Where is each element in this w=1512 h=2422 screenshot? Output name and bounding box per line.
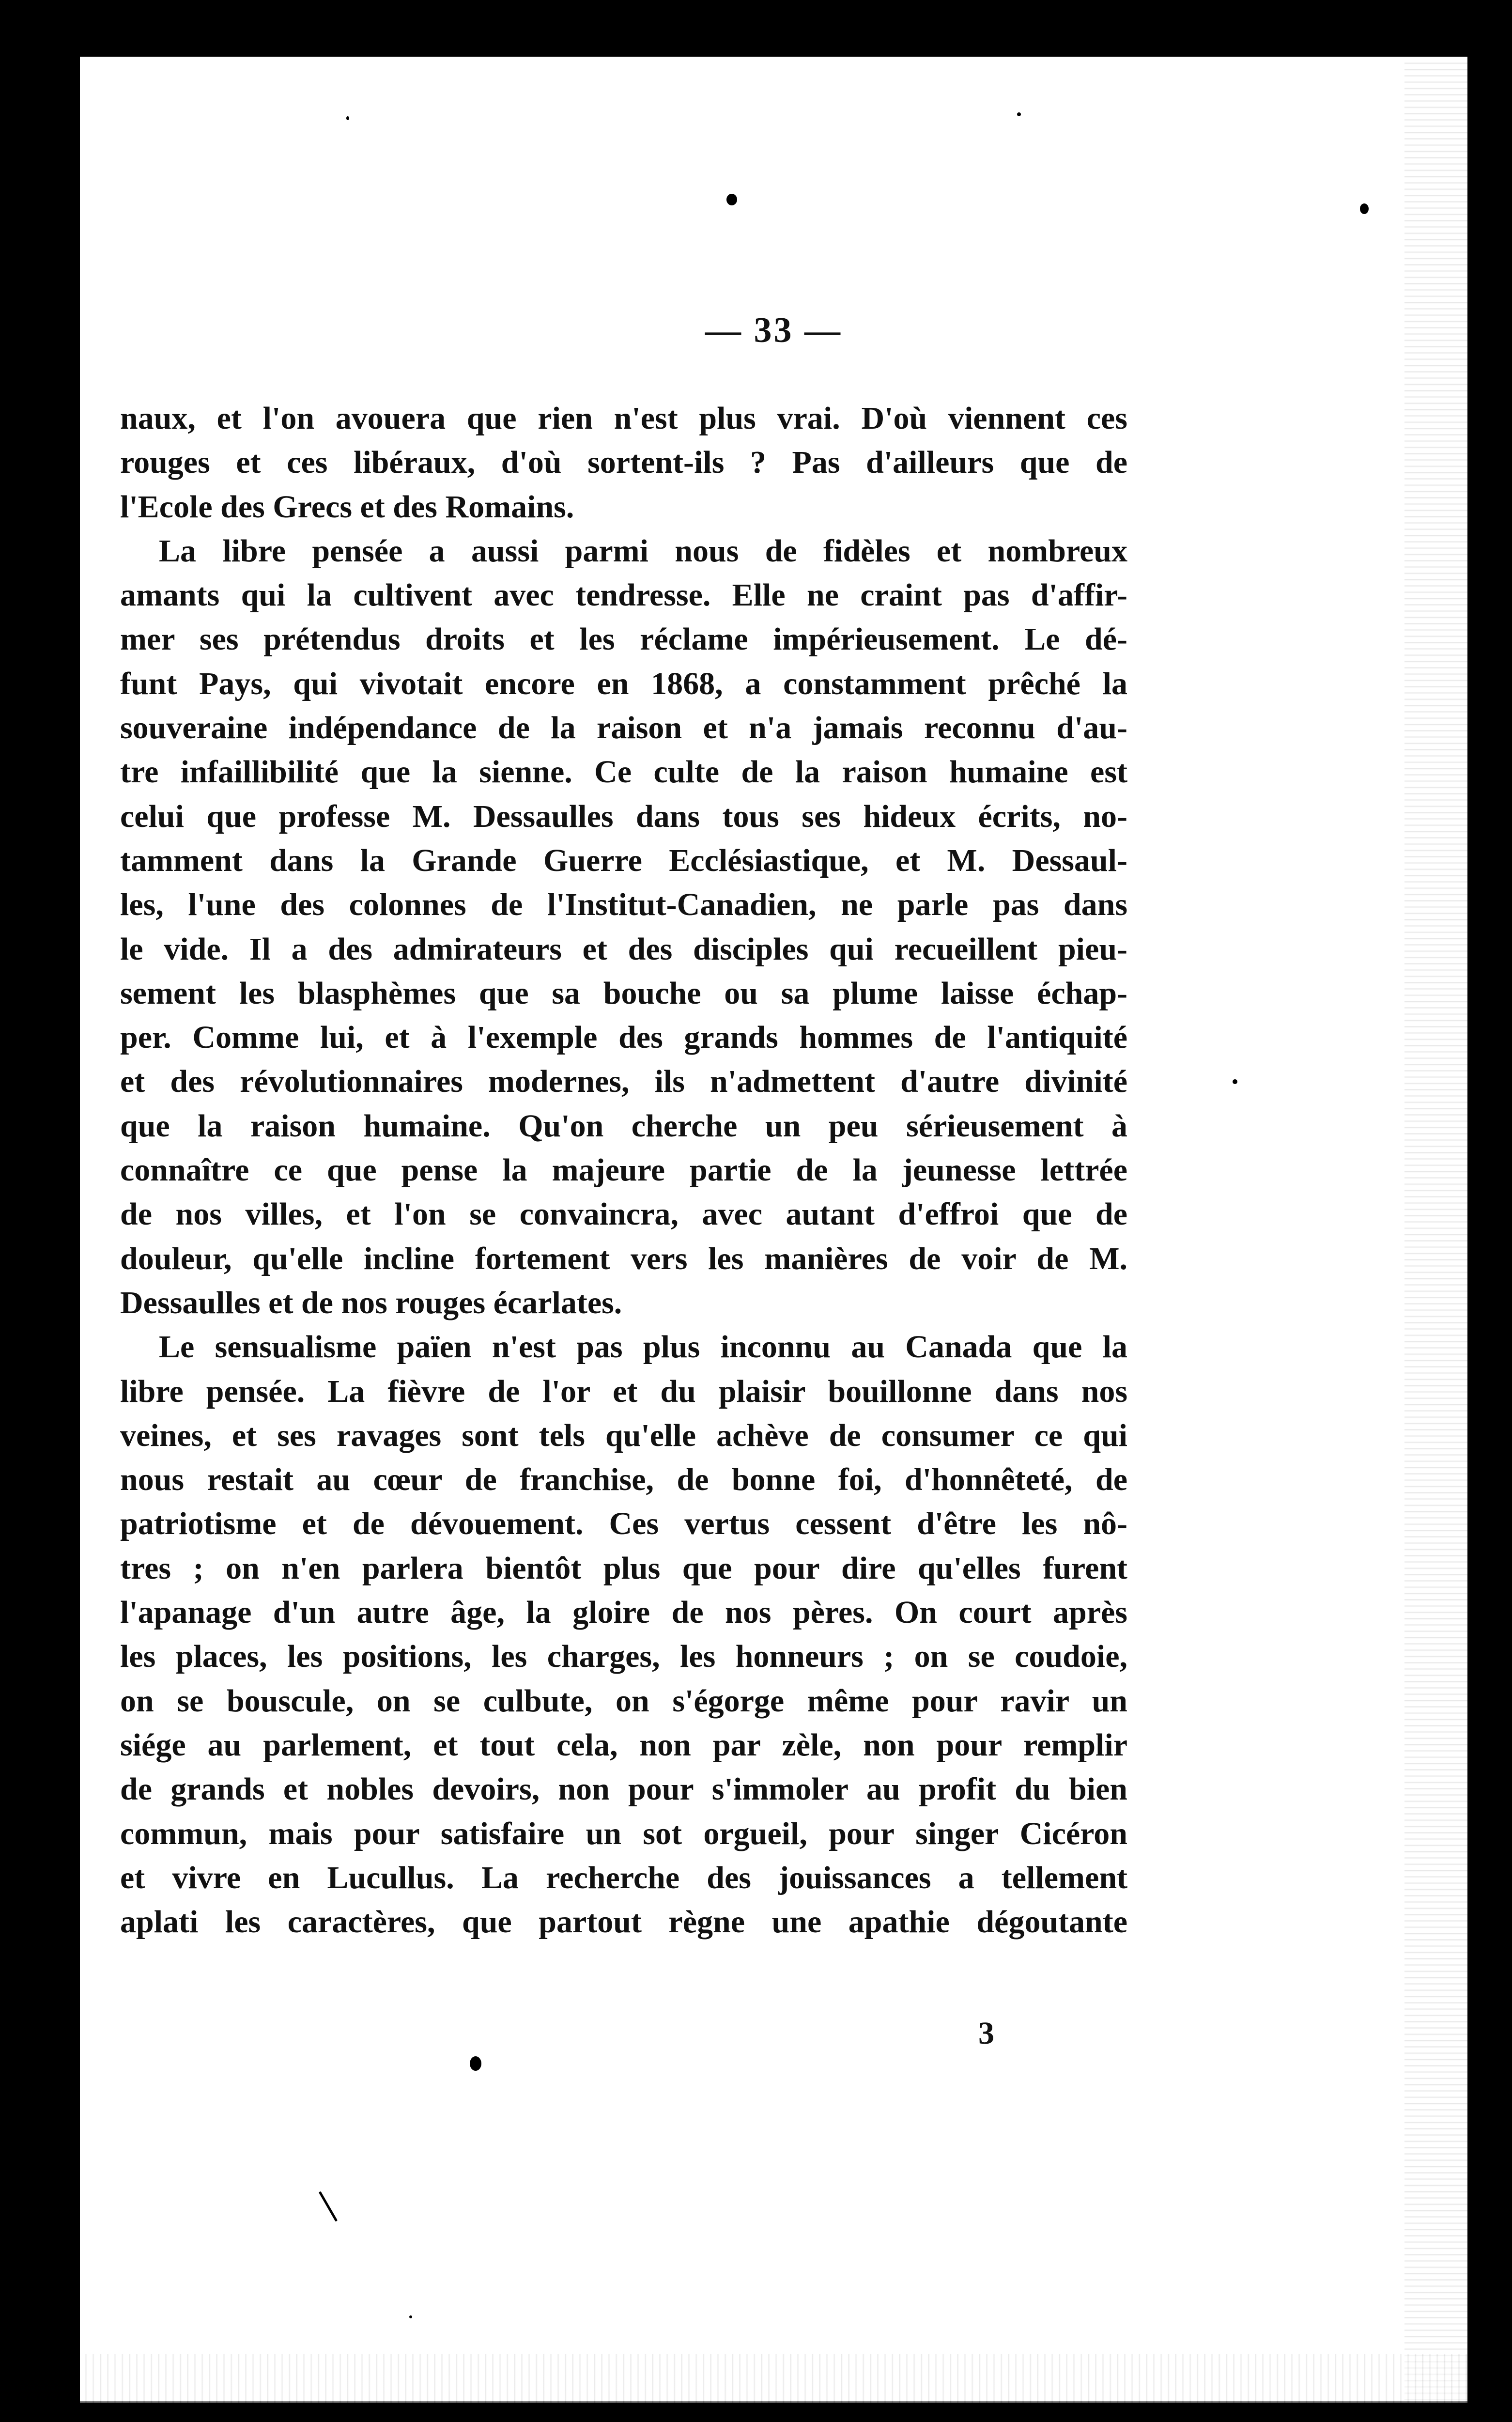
text-line: patriotisme et de dévouement. Ces vertus cessent d'être les nô- xyxy=(120,1506,1127,1542)
text-line: les places, les positions, les charges, les honneurs ; on se coudoie, xyxy=(120,1639,1127,1675)
text-line: La libre pensée a aussi parmi nous de fidèles et nombreux xyxy=(159,533,1127,569)
ink-speck xyxy=(726,194,737,205)
text-line: nous restait au cœur de franchise, de bonne foi, d'honnêteté, de xyxy=(120,1462,1127,1498)
text-line: les, l'une des colonnes de l'Institut-Canadien, ne parle pas dans xyxy=(120,887,1127,923)
body-text xyxy=(120,396,1127,1944)
text-line: sement les blasphèmes que sa bouche ou sa plume laisse échap- xyxy=(120,975,1127,1011)
text-line: per. Comme lui, et à l'exemple des grands hommes de l'antiquité xyxy=(120,1020,1127,1056)
text-line: l'Ecole des Grecs et des Romains. xyxy=(120,489,574,525)
text-line: l'apanage d'un autre âge, la gloire de nos pères. On court après xyxy=(120,1595,1127,1630)
text-line: funt Pays, qui vivotait encore en 1868, a constamment prêché la xyxy=(120,666,1127,701)
ink-speck xyxy=(470,2056,481,2071)
page-number-header: — 33 — xyxy=(705,311,842,350)
text-line: aplati les caractères, que partout règne une apathie dégoutante xyxy=(120,1904,1127,1940)
text-line: veines, et ses ravages sont tels qu'elle achève de consumer ce qui xyxy=(120,1417,1127,1453)
text-line: tre infaillibilité que la sienne. Ce culte de la raison humaine est xyxy=(120,754,1127,790)
text-line: Le sensualisme païen n'est pas plus inconnu au Canada que la xyxy=(159,1329,1127,1365)
text-line: le vide. Il a des admirateurs et des disciples qui recueillent pieu- xyxy=(120,931,1127,967)
ink-speck xyxy=(678,2417,697,2420)
ink-speck xyxy=(346,116,349,120)
text-line: connaître ce que pense la majeure partie de la jeunesse lettrée xyxy=(120,1152,1127,1188)
text-line: naux, et l'on avouera que rien n'est plus vrai. D'où viennent ces xyxy=(120,401,1127,436)
paper-edge-bottom xyxy=(80,2354,1467,2403)
text-line: et des révolutionnaires modernes, ils n'admettent d'autre divinité xyxy=(120,1064,1127,1100)
paper-edge-right xyxy=(1404,58,1467,2400)
ink-speck xyxy=(1233,1079,1237,1084)
text-line: on se bouscule, on se culbute, on s'égorge même pour ravir un xyxy=(120,1683,1127,1719)
text-line: tamment dans la Grande Guerre Ecclésiastique, et M. Dessaul- xyxy=(120,842,1127,878)
signature-mark: 3 xyxy=(978,2016,994,2051)
text-line: que la raison humaine. Qu'on cherche un peu sérieusement à xyxy=(120,1108,1127,1144)
ink-speck xyxy=(1360,203,1369,214)
ink-speck xyxy=(409,2315,412,2318)
text-line: siége au parlement, et tout cela, non par zèle, non pour remplir xyxy=(120,1727,1127,1763)
text-line: de grands et nobles devoirs, non pour s'immoler au profit du bien xyxy=(120,1771,1127,1807)
text-line: commun, mais pour satisfaire un sot orgueil, pour singer Cicéron xyxy=(120,1816,1127,1851)
text-line: souveraine indépendance de la raison et n'a jamais reconnu d'au- xyxy=(120,710,1127,746)
text-line: de nos villes, et l'on se convaincra, avec autant d'effroi que de xyxy=(120,1196,1127,1232)
ink-speck xyxy=(1017,112,1021,116)
text-line: mer ses prétendus droits et les réclame impérieusement. Le dé- xyxy=(120,621,1127,657)
text-line: amants qui la cultivent avec tendresse. Elle ne craint pas d'affir- xyxy=(120,577,1127,613)
text-line: tres ; on n'en parlera bientôt plus que pour dire qu'elles furent xyxy=(120,1550,1127,1586)
text-line: libre pensée. La fièvre de l'or et du plaisir bouillonne dans nos xyxy=(120,1373,1127,1409)
text-line: celui que professe M. Dessaulles dans tous ses hideux écrits, no- xyxy=(120,798,1127,834)
text-line: et vivre en Lucullus. La recherche des jouissances a tellement xyxy=(120,1860,1127,1895)
text-line: Dessaulles et de nos rouges écarlates. xyxy=(120,1285,622,1320)
text-line: douleur, qu'elle incline fortement vers les manières de voir de M. xyxy=(120,1241,1127,1276)
text-line: rouges et ces libéraux, d'où sortent-ils ? Pas d'ailleurs que de xyxy=(120,445,1127,481)
